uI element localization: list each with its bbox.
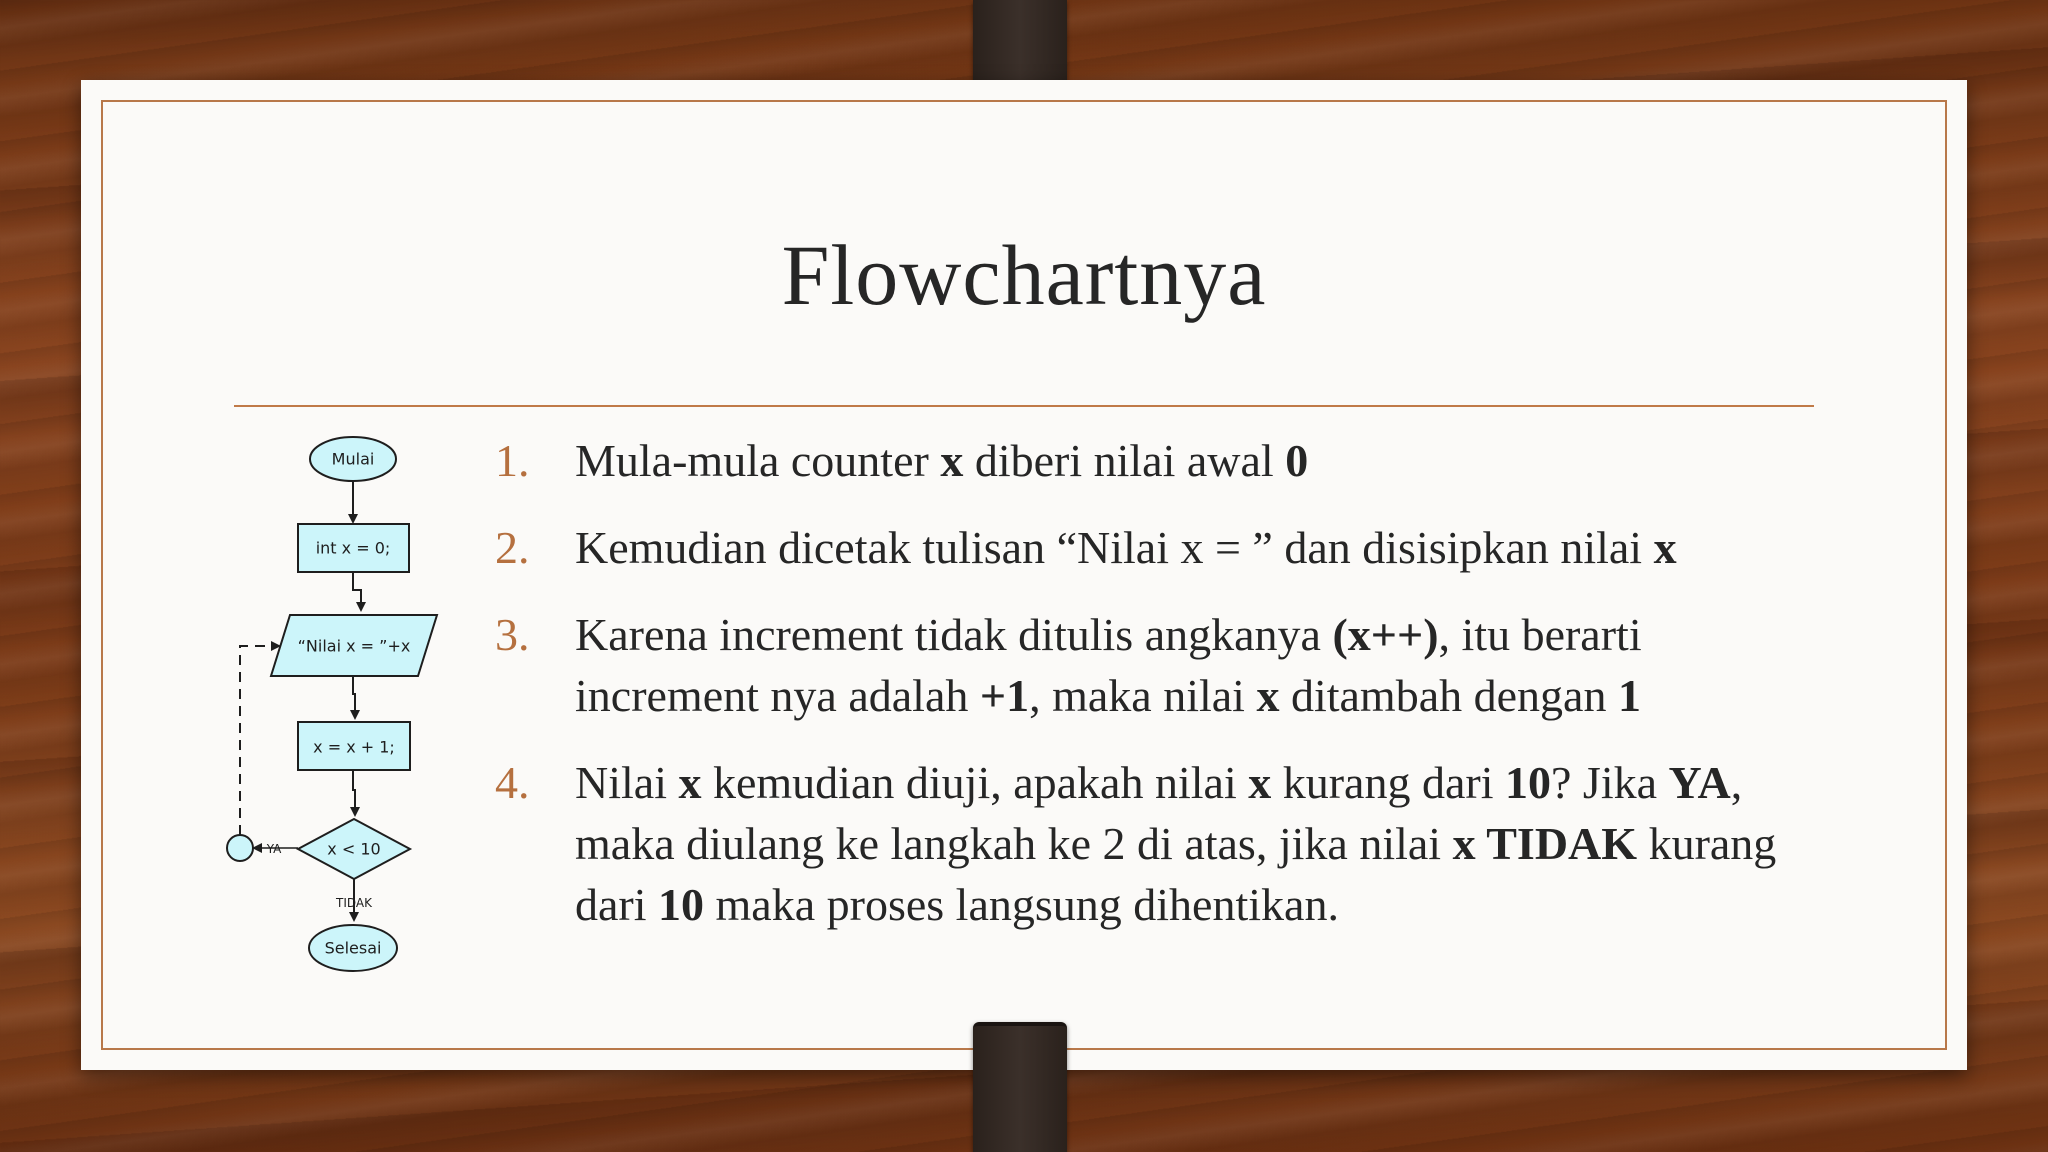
decision-label: x < 10 bbox=[327, 839, 381, 859]
step-text-segment: Karena increment tidak ditulis angkanya bbox=[575, 609, 1333, 660]
step-text-segment: Nilai bbox=[575, 757, 679, 808]
step-text-bold: 10 bbox=[1505, 757, 1551, 808]
flowchart bbox=[220, 430, 440, 980]
no-label: TIDAK bbox=[336, 896, 372, 910]
step-text-bold: 0 bbox=[1285, 435, 1309, 486]
step-number: 3. bbox=[495, 609, 530, 660]
step-text-segment: Mula-mula counter bbox=[575, 435, 941, 486]
step-text-segment: , maka diulang ke langkah ke 2 di atas, jika nilai bbox=[575, 757, 1743, 869]
step-text-bold: +1 bbox=[979, 670, 1030, 721]
step-text-bold: x bbox=[678, 757, 702, 808]
step-text-segment: Kemudian dicetak tulisan “Nilai x = ” dan disisipkan nilai bbox=[575, 522, 1654, 573]
step-text-bold: YA bbox=[1668, 757, 1731, 808]
arrow-init-to-output bbox=[353, 572, 361, 610]
loop-connector bbox=[227, 835, 253, 861]
step-text bbox=[575, 757, 1776, 930]
step-item bbox=[495, 604, 1835, 726]
step-text-bold: x bbox=[1256, 670, 1280, 721]
arrow-output-to-increment bbox=[353, 676, 355, 718]
init-label: int x = 0; bbox=[315, 538, 391, 558]
step-text-segment: , maka nilai bbox=[1029, 670, 1257, 721]
step-text-bold: x bbox=[1248, 757, 1272, 808]
step-number: 2. bbox=[495, 522, 530, 573]
step-text-bold: (x++) bbox=[1332, 609, 1439, 660]
step-text-bold: 1 bbox=[1617, 670, 1641, 721]
start-label: Mulai bbox=[331, 449, 375, 469]
step-text-segment: kemudian diuji, apakah nilai bbox=[701, 757, 1249, 808]
step-text-segment: diberi nilai awal bbox=[963, 435, 1286, 486]
step-text bbox=[575, 609, 1642, 721]
step-number: 1. bbox=[495, 435, 530, 486]
step-text-segment: ditambah dengan bbox=[1279, 670, 1618, 721]
output-label: “Nilai x = ”+x bbox=[297, 636, 411, 656]
step-text-bold: x TIDAK bbox=[1452, 818, 1638, 869]
step-text-segment: ? Jika bbox=[1551, 757, 1669, 808]
step-text bbox=[575, 435, 1308, 486]
title-divider bbox=[234, 405, 1814, 407]
step-text-bold: x bbox=[940, 435, 964, 486]
yes-label: YA bbox=[266, 842, 282, 856]
step-text-segment: maka proses langsung dihentikan. bbox=[704, 879, 1339, 930]
step-text-bold: 10 bbox=[658, 879, 705, 930]
step-text-segment: kurang dari bbox=[575, 818, 1777, 930]
step-number: 4. bbox=[495, 757, 530, 808]
steps-list bbox=[495, 430, 1835, 961]
step-text bbox=[575, 522, 1677, 573]
end-label: Selesai bbox=[324, 938, 382, 958]
step-text-bold: x bbox=[1653, 522, 1677, 573]
step-text-segment: , itu berarti increment nya adalah bbox=[575, 609, 1642, 721]
binder-clip-bottom bbox=[973, 1022, 1067, 1152]
slide-title: Flowchartnya bbox=[781, 227, 1267, 323]
step-text-segment: kurang dari bbox=[1271, 757, 1505, 808]
step-item bbox=[495, 752, 1835, 935]
increment-label: x = x + 1; bbox=[313, 737, 395, 757]
arrow-increment-to-decision bbox=[353, 770, 355, 815]
step-item bbox=[495, 517, 1835, 578]
step-item bbox=[495, 430, 1835, 491]
